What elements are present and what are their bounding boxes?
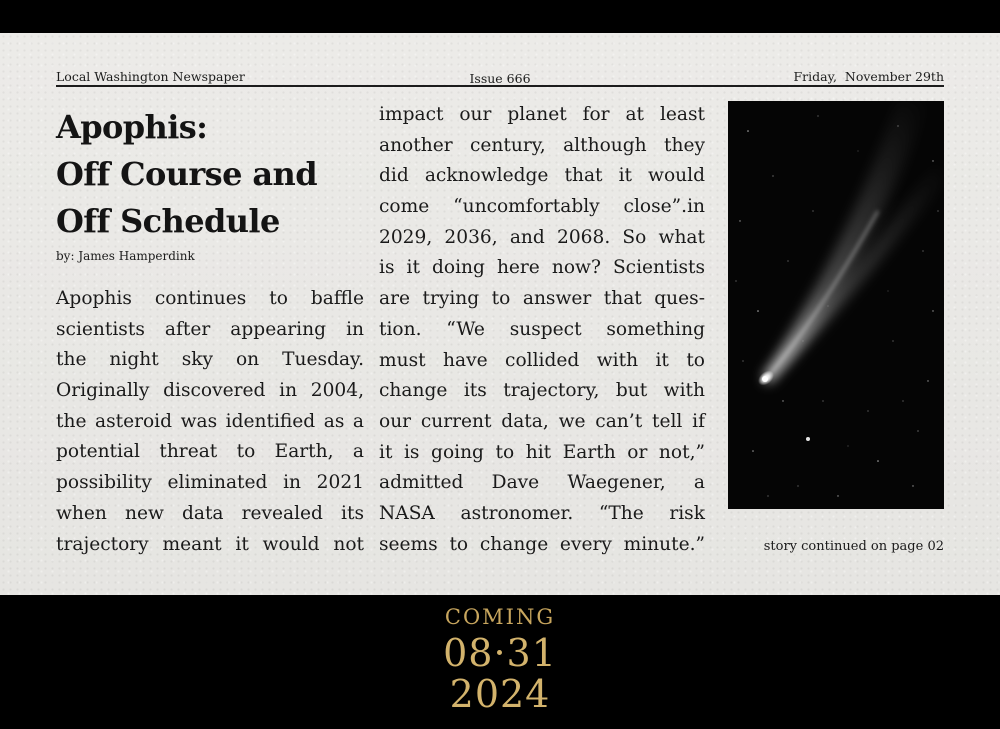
issue-date: Friday, November 29th: [793, 69, 944, 84]
headline-line: Apophis:: [56, 108, 208, 146]
column-line: admitted Dave Waegener, a: [379, 472, 705, 494]
column-line: another century, although they: [379, 134, 705, 156]
article-column-1: [56, 284, 364, 560]
continued-note: story continued on page 02: [763, 539, 944, 554]
column-line: tion. “We suspect something: [379, 318, 705, 340]
column-line: Apophis continues to baffle: [56, 288, 364, 309]
newspaper-page: [0, 33, 1000, 595]
column-line: Originally discovered in 2004,: [56, 380, 364, 402]
column-line: the night sky on Tuesday.: [56, 349, 364, 371]
column-line: potential threat to Earth, a: [56, 441, 364, 463]
column-line: seems to change every minute.”: [379, 533, 705, 555]
column-line: scientists after appearing in: [56, 318, 364, 340]
column-line: NASA astronomer. “The risk: [379, 502, 705, 524]
column-line: our current data, we can’t tell if: [379, 410, 705, 432]
article-column-2: [379, 100, 705, 560]
coming-label: COMING: [444, 605, 556, 629]
column-line: trajectory meant it would not: [56, 533, 364, 555]
paper-name: Local Washington Newspaper: [56, 69, 245, 84]
promo-band: [0, 595, 1000, 729]
masthead: [56, 67, 944, 87]
column-line: it is going to hit Earth or not,”: [379, 441, 705, 463]
column-line: did acknowledge that it would: [379, 165, 705, 187]
issue-number: Issue 666: [469, 71, 531, 86]
column-line: the asteroid was identified as a: [56, 410, 364, 432]
column-line: come “uncomfortably close”.in: [379, 196, 705, 218]
column-line: is it doing here now? Scientists: [379, 257, 705, 279]
column-line: must have collided with it to: [379, 349, 705, 371]
bright-star: [806, 437, 810, 441]
top-black-bar: [0, 0, 1000, 33]
comet-photo: [728, 101, 944, 509]
article-byline: by: James Hamperdink: [56, 249, 195, 263]
comet-image: [728, 101, 944, 509]
column-line: 2029, 2036, and 2068. So what: [379, 226, 705, 248]
release-date-day: 08·31: [443, 631, 557, 675]
column-line: change its trajectory, but with: [379, 380, 705, 402]
headline-line: Off Schedule: [56, 202, 280, 240]
release-date-year: 2024: [449, 672, 551, 716]
column-line: are trying to answer that ques-: [379, 288, 705, 310]
column-line: when new data revealed its: [56, 502, 364, 524]
column-line: possibility eliminated in 2021: [56, 472, 364, 494]
headline-line: Off Course and: [56, 155, 317, 193]
column-line: impact our planet for at least: [379, 104, 705, 125]
article-headline: [56, 104, 356, 245]
